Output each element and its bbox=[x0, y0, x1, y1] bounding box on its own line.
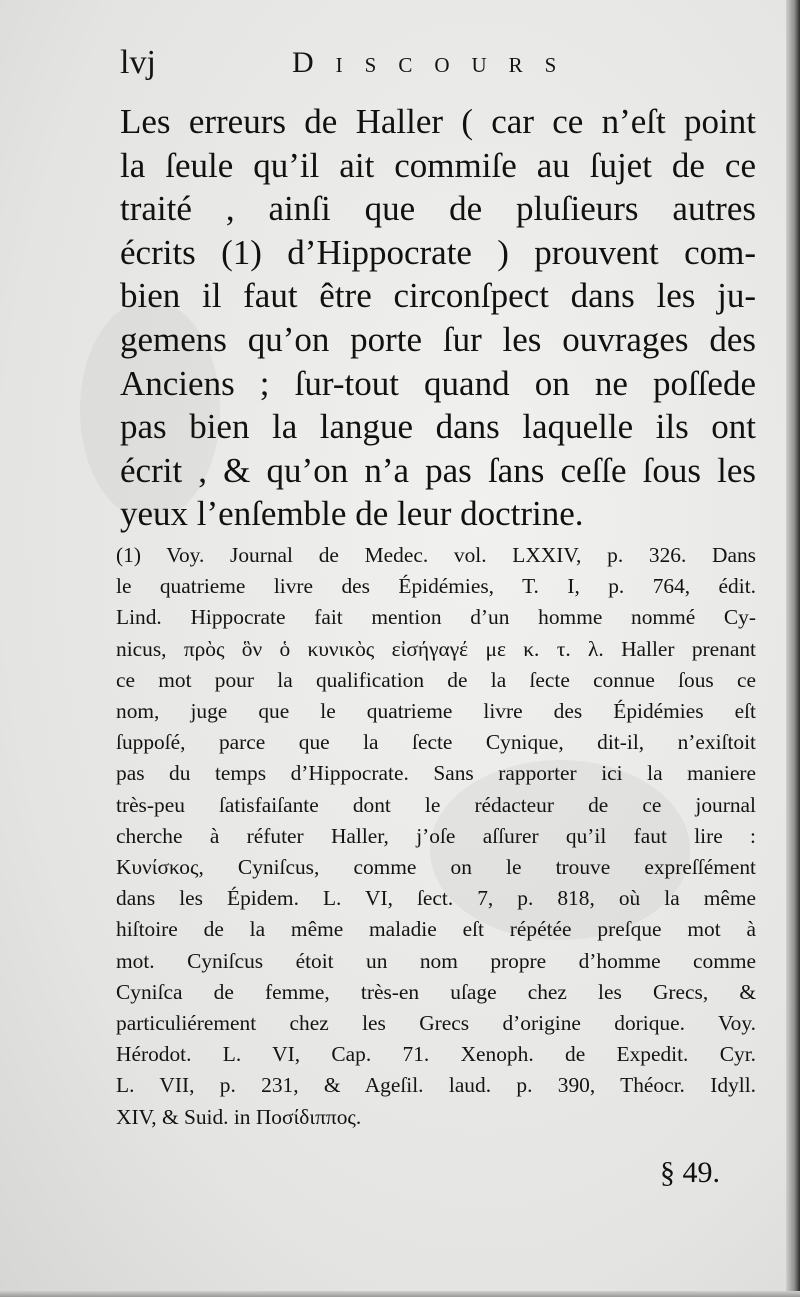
page-number: lvj bbox=[120, 44, 156, 81]
text-line: Anciens ; ſur-tout quand on ne poſſede bbox=[120, 363, 756, 403]
footnote-line: hiſtoire de la même maladie eſt répétée preſque mot à bbox=[116, 917, 756, 942]
footnote-line: le quatrieme livre des Épidémies, T. I, p. 764, édit. bbox=[116, 574, 756, 599]
footnote-line: XIV, & Suid. in Ποσίδιππος. bbox=[116, 1104, 362, 1129]
main-paragraph bbox=[120, 100, 756, 536]
text-line: pas bien la langue dans laquelle ils ont bbox=[120, 407, 756, 447]
footnote bbox=[116, 540, 756, 1133]
text-line: gemens qu’on porte ſur les ouvrages des bbox=[120, 319, 756, 359]
footnote-line: très-peu ſatisfaiſante dont le rédacteur de ce journal bbox=[116, 792, 756, 817]
page-edge-shadow bbox=[786, 0, 800, 1297]
catchword: § 49. bbox=[660, 1156, 720, 1189]
footnote-line: Cyniſca de femme, très-en uſage chez les Grecs, & bbox=[116, 979, 756, 1004]
footnote-line: L. VII, p. 231, & Ageſil. laud. p. 390, Théocr. Idyll. bbox=[116, 1073, 756, 1098]
text-line: écrits (1) d’Hippocrate ) prouvent com- bbox=[120, 232, 756, 272]
footnote-line: particuliérement chez les Grecs d’origine dorique. Voy. bbox=[116, 1011, 756, 1036]
footnote-line: Lind. Hippocrate fait mention d’un homme nommé Cy- bbox=[116, 605, 756, 630]
footnote-line: ſuppoſé, parce que la ſecte Cynique, dit-il, n’exiſtoit bbox=[116, 730, 756, 755]
text-line: bien il faut être circonſpect dans les ju- bbox=[120, 276, 756, 316]
text-line: yeux l’enſemble de leur doctrine. bbox=[120, 494, 584, 534]
running-title: Discours bbox=[292, 46, 579, 79]
text-line: écrit , & qu’on n’a pas ſans ceſſe ſous les bbox=[120, 450, 756, 490]
footnote-line: (1) Voy. Journal de Medec. vol. LXXIV, p. 326. Dans bbox=[116, 543, 756, 567]
text-line: Les erreurs de Haller ( car ce n’eſt point bbox=[120, 102, 756, 141]
footnote-line: Κυνίσκος, Cyniſcus, comme on le trouve expreſſément bbox=[116, 855, 756, 880]
footnote-line: cherche à réfuter Haller, j’oſe aſſurer qu’il faut lire : bbox=[116, 823, 756, 848]
footnote-line: nom, juge que le quatrieme livre des Épidémies eſt bbox=[116, 699, 756, 724]
footnote-line: ce mot pour la qualification de la ſecte connue ſous ce bbox=[116, 667, 756, 692]
page-header bbox=[120, 44, 760, 92]
footnote-line: nicus, πρὸς ὃν ὁ κυνικὸς εἰσήγαγέ με κ. τ. λ. Haller prenant bbox=[116, 636, 756, 661]
footnote-line: mot. Cyniſcus étoit un nom propre d’homme comme bbox=[116, 948, 756, 973]
text-line: traité , ainſi que de pluſieurs autres bbox=[120, 189, 756, 229]
footnote-line: dans les Épidem. L. VI, ſect. 7, p. 818, où la même bbox=[116, 886, 756, 911]
text-line: la ſeule qu’il ait commiſe au ſujet de ce bbox=[120, 145, 756, 185]
page-bottom-edge bbox=[0, 1291, 800, 1297]
footnote-line: pas du temps d’Hippocrate. Sans rapporter ici la maniere bbox=[116, 761, 756, 786]
footnote-line: Hérodot. L. VI, Cap. 71. Xenoph. de Expedit. Cyr. bbox=[116, 1042, 756, 1067]
